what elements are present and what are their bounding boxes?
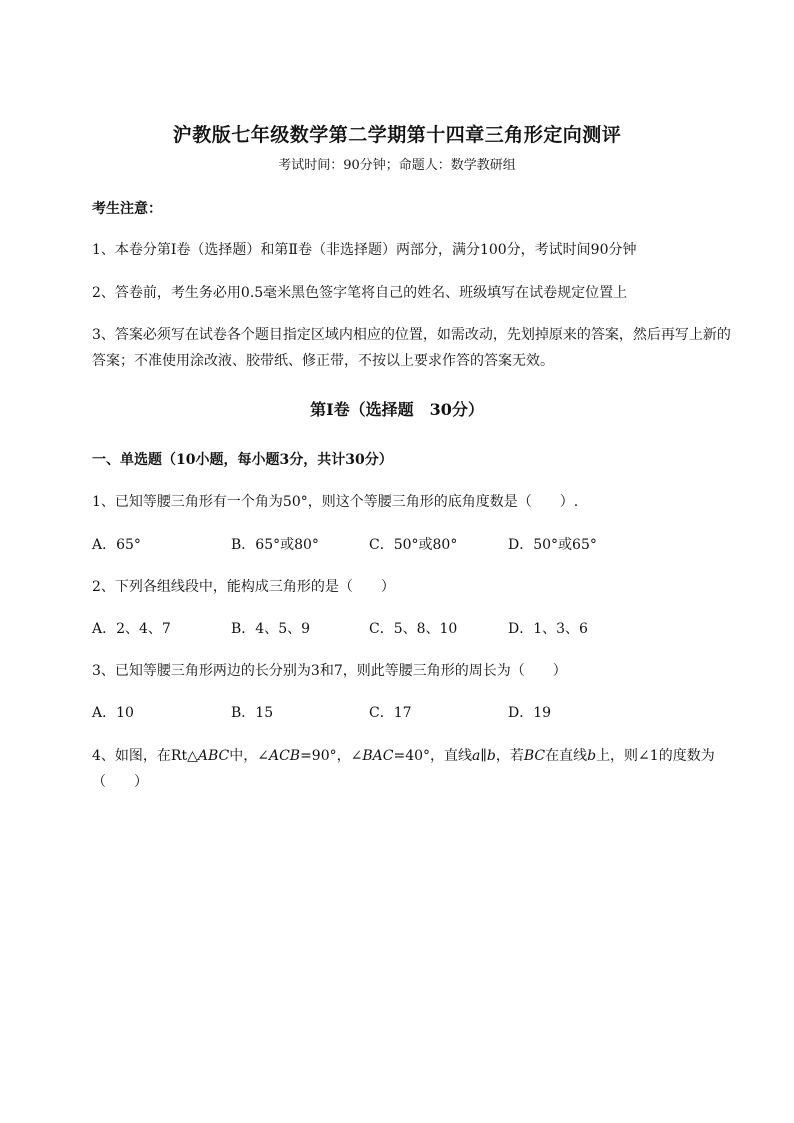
note-item-2: 2、答卷前，考生务必用0.5毫米黑色签字笔将自己的姓名、班级填写在试卷规定位置上 bbox=[92, 285, 628, 301]
q4-parallel-symbol: ∥ bbox=[480, 748, 487, 764]
note-item-3: 3、答案必须写在试卷各个题目指定区域内相应的位置，如需改动，先划掉原来的答案，然后再写上新的答案；不准使用涂改液、胶带纸、修正带，不按以上要求作答的答案无效。 bbox=[92, 327, 731, 369]
q4-triangle-abc: ABC bbox=[197, 748, 230, 764]
option-b: B．65°或80° bbox=[231, 537, 319, 553]
exam-subtitle: 考试时间：90分钟；命题人：数学教研组 bbox=[278, 158, 516, 173]
q4-line-b-2: b bbox=[587, 748, 597, 764]
q4-angle-bac: BAC bbox=[362, 748, 394, 764]
part-title: 第I卷（选择题 30分） bbox=[310, 400, 484, 419]
note-item-1: 1、本卷分第I卷（选择题）和第Ⅱ卷（非选择题）两部分，满分100分，考试时间90分钟 bbox=[92, 242, 637, 258]
question-3-options bbox=[92, 701, 742, 725]
question-2-stem: 2、下列各组线段中，能构成三角形的是（ ） bbox=[92, 579, 395, 595]
option-c: C．17 bbox=[369, 705, 412, 721]
page-title: 沪教版七年级数学第二学期第十四章三角形定向测评 bbox=[172, 124, 622, 146]
q4-angle-acb: ACB bbox=[268, 748, 301, 764]
q4-text-3: =90°，∠ bbox=[300, 748, 363, 764]
question-3-stem: 3、已知等腰三角形两边的长分别为3和7，则此等腰三角形的周长为（ ） bbox=[92, 663, 567, 679]
section-heading: 一、单选题（10小题，每小题3分，共计30分） bbox=[92, 452, 393, 468]
question-1-options bbox=[92, 533, 742, 557]
q4-text-4: =40°，直线 bbox=[393, 748, 473, 764]
option-b: B．15 bbox=[231, 705, 274, 721]
question-2-options bbox=[92, 617, 742, 641]
option-d: D．50°或65° bbox=[508, 537, 597, 553]
q4-line-b: b bbox=[486, 748, 496, 764]
option-a: A．2、4、7 bbox=[92, 621, 171, 637]
option-d: D．1、3、6 bbox=[508, 621, 588, 637]
question-4-stem bbox=[92, 743, 744, 795]
q4-line-a: a bbox=[472, 748, 481, 764]
option-a: A．10 bbox=[92, 705, 134, 721]
option-a: A．65° bbox=[92, 537, 141, 553]
option-c: C．50°或80° bbox=[369, 537, 458, 553]
option-c: C．5、8、10 bbox=[369, 621, 458, 637]
option-d: D．19 bbox=[508, 705, 552, 721]
q4-text-6: 在直线 bbox=[545, 748, 588, 764]
q4-text-7: 上，则∠1的度数为（ ） bbox=[92, 748, 715, 790]
q4-text-2: 中，∠ bbox=[229, 748, 269, 764]
question-1-stem: 1、已知等腰三角形有一个角为50°，则这个等腰三角形的底角度数是（ ）. bbox=[92, 494, 579, 510]
q4-text-1: 4、如图，在Rt△ bbox=[92, 748, 198, 764]
q4-segment-bc: BC bbox=[523, 748, 546, 764]
notes-heading: 考生注意： bbox=[92, 201, 162, 217]
q4-text-5: ，若 bbox=[495, 748, 524, 764]
option-b: B．4、5、9 bbox=[231, 621, 311, 637]
